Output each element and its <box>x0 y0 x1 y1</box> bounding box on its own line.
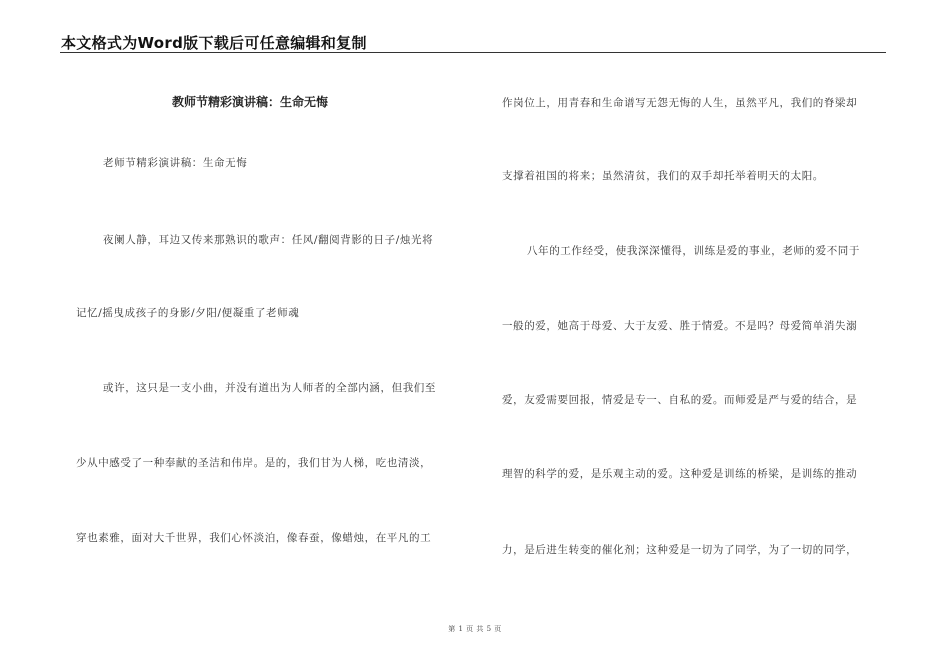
paragraph-line: 或许，这只是一支小曲，并没有道出为人师者的全部内涵，但我们至 <box>103 382 436 394</box>
paragraph-line: 支撑着祖国的将来；虽然清贫，我们的双手却托举着明天的太阳。 <box>502 170 824 182</box>
paragraph-line: 理智的科学的爱，是乐观主动的爱。这种爱是训练的桥梁，是训练的推动 <box>502 468 858 480</box>
paragraph-line: 少从中感受了一种奉献的圣洁和伟岸。是的，我们甘为人梯，吃也清淡， <box>76 457 432 469</box>
paragraph-line: 力，是后进生转变的催化剂；这种爱是一切为了同学，为了一切的同学， <box>502 544 858 556</box>
paragraph-line: 八年的工作经受，使我深深懂得，训练是爱的事业，老师的爱不同于 <box>527 245 860 257</box>
document-title: 教师节精彩演讲稿：生命无悔 <box>172 95 329 109</box>
page-indicator: 第 1 页 共 5 页 <box>448 625 502 633</box>
paragraph-line: 老师节精彩演讲稿：生命无悔 <box>103 157 248 169</box>
paragraph-line: 一般的爱，她高于母爱、大于友爱、胜于情爱。不是吗？母爱简单消失溺 <box>502 320 858 332</box>
paragraph-line: 作岗位上，用青春和生命谱写无怨无悔的人生，虽然平凡，我们的脊梁却 <box>502 97 858 109</box>
paragraph-line: 夜阑人静，耳边又传来那熟识的歌声：任风/翻阅背影的日子/烛光将 <box>103 234 434 246</box>
paragraph-line: 记忆/摇曳成孩子的身影/夕阳/便凝重了老师魂 <box>76 307 300 319</box>
document-banner: 本文格式为Word版下载后可任意编辑和复制 <box>61 34 367 52</box>
paragraph-line: 爱，友爱需要回报，情爱是专一、自私的爱。而师爱是严与爱的结合，是 <box>502 394 858 406</box>
banner-divider <box>60 52 886 53</box>
paragraph-line: 穿也素雅，面对大千世界，我们心怀淡泊，像春蚕，像蜡烛，在平凡的工 <box>76 532 432 544</box>
